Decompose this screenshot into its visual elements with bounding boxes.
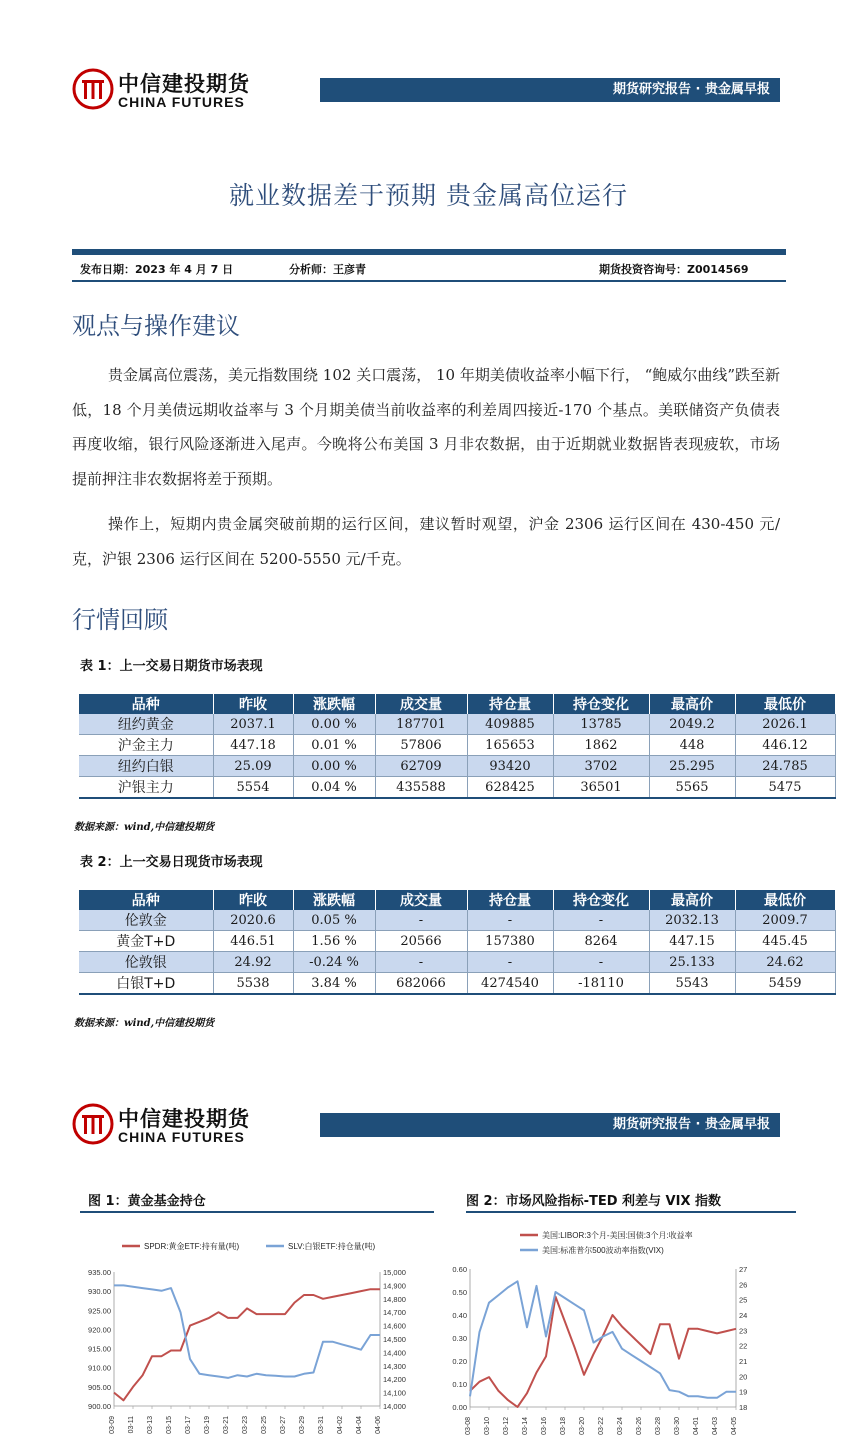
table-cell: - xyxy=(467,952,553,973)
column-header: 昨收 xyxy=(213,890,293,910)
table-cell: 5475 xyxy=(735,777,835,799)
table1-source: 数据来源：wind,中信建投期货 xyxy=(74,822,215,833)
y-tick-label-right: 14,000 xyxy=(383,1402,406,1411)
table-cell: 纽约黄金 xyxy=(79,714,213,735)
table-cell: - xyxy=(467,910,553,931)
logo xyxy=(72,1101,272,1151)
y-tick-label-right: 14,300 xyxy=(383,1361,406,1371)
spot-table xyxy=(79,890,836,995)
x-tick-label: 04-06 xyxy=(375,1416,382,1434)
column-header: 持仓量 xyxy=(467,694,553,714)
legend-label: SLV:白银ETF:持仓量(吨) xyxy=(288,1242,376,1251)
table-cell: 682066 xyxy=(375,973,467,995)
table-cell: 447.18 xyxy=(213,735,293,756)
y-tick-label-right: 14,600 xyxy=(383,1321,406,1331)
x-tick-label: 03-11 xyxy=(128,1416,135,1434)
x-tick-label: 03-25 xyxy=(261,1416,268,1434)
meta-rule-bottom xyxy=(72,280,786,282)
y-tick-label-right: 20 xyxy=(739,1372,748,1382)
y-tick-label-right: 14,100 xyxy=(383,1388,406,1398)
y-tick-label-right: 27 xyxy=(739,1265,748,1274)
x-tick-label: 03-24 xyxy=(617,1417,624,1435)
paragraph-market-view: 贵金属高位震荡，美元指数围绕 102 关口震荡， 10 年期美债收益率小幅下行， “鲍威尔曲线”跌至新低，18 个月美债远期收益率与 3 个月期美债当前收益率的利差周四接近-170 个基点。美联储资产负债表再度收缩，银行风险逐渐进入尾声。今晚将公布美国 3 月非农数据，由于近期就业数据皆表现疲软，市场提前押注非农数据将差于预期。 xyxy=(72,366,780,488)
y-tick-label-right: 14,400 xyxy=(383,1348,406,1358)
table-cell: 沪银主力 xyxy=(79,777,213,799)
section-heading-review: 行情回顾 xyxy=(72,606,168,634)
table-cell: - xyxy=(553,910,649,931)
table-cell: 0.01 % xyxy=(293,735,375,756)
y-tick-label-left: 0.20 xyxy=(452,1357,467,1366)
table-header-row xyxy=(79,694,835,714)
figure1-rule xyxy=(80,1211,434,1213)
table-cell: -0.24 % xyxy=(293,952,375,973)
logo-cn-text: 中信建投期货 xyxy=(118,1107,250,1131)
table-cell: 448 xyxy=(649,735,735,756)
ted-vix-chart xyxy=(436,1226,776,1445)
y-tick-label-left: 930.00 xyxy=(88,1287,111,1297)
x-tick-label: 03-19 xyxy=(204,1416,211,1434)
table-cell: 445.45 xyxy=(735,931,835,952)
y-tick-label-left: 910.00 xyxy=(88,1363,111,1373)
legend-label: SPDR:黄金ETF:持有量(吨) xyxy=(144,1242,240,1251)
y-tick-label-left: 920.00 xyxy=(88,1325,111,1335)
table-cell: 0.00 % xyxy=(293,756,375,777)
page2-header xyxy=(0,1101,857,1161)
table-cell: 纽约白银 xyxy=(79,756,213,777)
table-cell: 446.51 xyxy=(213,931,293,952)
x-tick-label: 03-10 xyxy=(484,1417,491,1435)
table2-source: 数据来源：wind,中信建投期货 xyxy=(74,1018,215,1029)
table-cell: 3702 xyxy=(553,756,649,777)
y-tick-label-right: 14,800 xyxy=(383,1294,406,1304)
table-cell: 2026.1 xyxy=(735,714,835,735)
table-cell: 187701 xyxy=(375,714,467,735)
y-tick-label-right: 15,000 xyxy=(383,1268,406,1277)
table-cell: - xyxy=(375,910,467,931)
table1-caption: 表 1：上一交易日期货市场表现 xyxy=(80,659,263,674)
column-header: 持仓变化 xyxy=(553,890,649,910)
table-row xyxy=(79,714,835,735)
series-line xyxy=(470,1297,736,1407)
y-tick-label-right: 14,900 xyxy=(383,1281,406,1291)
report-type-bar: 期货研究报告 · 贵金属早报 xyxy=(320,78,780,102)
x-tick-label: 03-09 xyxy=(109,1416,116,1434)
table-cell: 447.15 xyxy=(649,931,735,952)
y-tick-label-right: 24 xyxy=(739,1311,748,1320)
x-tick-label: 03-13 xyxy=(147,1416,154,1434)
x-tick-label: 03-31 xyxy=(318,1416,325,1434)
logo xyxy=(72,66,272,116)
x-tick-label: 03-12 xyxy=(503,1417,510,1435)
table2-caption: 表 2：上一交易日现货市场表现 xyxy=(80,855,263,870)
table-row xyxy=(79,952,835,973)
y-tick-label-right: 14,700 xyxy=(383,1308,406,1318)
page-header xyxy=(0,66,857,126)
y-tick-label-left: 0.40 xyxy=(452,1311,467,1320)
table-row xyxy=(79,973,835,995)
table-cell: 25.133 xyxy=(649,952,735,973)
license-number: 期货投资咨询号：Z0014569 xyxy=(599,263,749,276)
y-tick-label-right: 25 xyxy=(739,1295,748,1305)
y-tick-label-left: 0.30 xyxy=(452,1334,467,1343)
logo-mark-icon xyxy=(72,68,114,110)
table-cell: 5459 xyxy=(735,973,835,995)
table-cell: 25.295 xyxy=(649,756,735,777)
x-tick-label: 04-03 xyxy=(712,1417,719,1435)
x-tick-label: 04-04 xyxy=(356,1416,363,1434)
y-tick-label-right: 26 xyxy=(739,1280,748,1290)
analyst: 分析师：王彦青 xyxy=(289,263,366,276)
publish-date: 发布日期：2023 年 4 月 7 日 xyxy=(80,263,234,276)
series-line xyxy=(470,1281,736,1398)
report-title: 就业数据差于预期 贵金属高位运行 xyxy=(229,181,628,210)
y-tick-label-right: 21 xyxy=(739,1357,748,1366)
table-cell: - xyxy=(553,952,649,973)
table-cell: 黄金T+D xyxy=(79,931,213,952)
y-tick-label-right: 22 xyxy=(739,1341,748,1351)
column-header: 持仓变化 xyxy=(553,694,649,714)
table-cell: 0.00 % xyxy=(293,714,375,735)
figure1-caption: 图 1：黄金基金持仓 xyxy=(88,1194,206,1209)
section-heading-views: 观点与操作建议 xyxy=(72,312,240,340)
futures-table xyxy=(79,694,836,799)
table-cell: 57806 xyxy=(375,735,467,756)
table-row xyxy=(79,777,835,799)
x-tick-label: 03-23 xyxy=(242,1416,249,1434)
column-header: 最高价 xyxy=(649,694,735,714)
column-header: 品种 xyxy=(79,694,213,714)
column-header: 涨跌幅 xyxy=(293,694,375,714)
table-row xyxy=(79,910,835,931)
table-cell: 8264 xyxy=(553,931,649,952)
table-cell: 2020.6 xyxy=(213,910,293,931)
x-tick-label: 03-20 xyxy=(579,1417,586,1435)
legend-label: 美国:LIBOR:3个月-美国:国债:3个月:收益率 xyxy=(542,1231,693,1240)
table-cell: 2037.1 xyxy=(213,714,293,735)
table-row xyxy=(79,931,835,952)
column-header: 最低价 xyxy=(735,890,835,910)
x-tick-label: 03-28 xyxy=(655,1417,662,1435)
table-cell: 24.92 xyxy=(213,952,293,973)
y-tick-label-left: 915.00 xyxy=(88,1344,111,1354)
table-cell: 62709 xyxy=(375,756,467,777)
table-cell: 1.56 % xyxy=(293,931,375,952)
table-row xyxy=(79,735,835,756)
table-cell: 24.62 xyxy=(735,952,835,973)
y-tick-label-left: 0.50 xyxy=(452,1288,467,1297)
logo-cn-text: 中信建投期货 xyxy=(118,72,250,96)
table-cell: - xyxy=(375,952,467,973)
table-cell: 3.84 % xyxy=(293,973,375,995)
table-cell: 93420 xyxy=(467,756,553,777)
table-cell: 446.12 xyxy=(735,735,835,756)
table-cell: 13785 xyxy=(553,714,649,735)
report-type-bar: 期货研究报告 · 贵金属早报 xyxy=(320,1113,780,1137)
column-header: 最低价 xyxy=(735,694,835,714)
x-tick-label: 03-15 xyxy=(166,1416,173,1434)
table-cell: 5538 xyxy=(213,973,293,995)
table-cell: 0.05 % xyxy=(293,910,375,931)
x-tick-label: 03-08 xyxy=(465,1417,472,1435)
y-tick-label-right: 14,500 xyxy=(383,1335,406,1344)
table-cell: 1862 xyxy=(553,735,649,756)
table-cell: 165653 xyxy=(467,735,553,756)
y-tick-label-right: 23 xyxy=(739,1326,748,1336)
x-tick-label: 03-29 xyxy=(299,1416,306,1434)
x-tick-label: 03-16 xyxy=(541,1417,548,1435)
column-header: 品种 xyxy=(79,890,213,910)
x-tick-label: 03-27 xyxy=(280,1416,287,1434)
table-cell: 157380 xyxy=(467,931,553,952)
table-cell: 4274540 xyxy=(467,973,553,995)
y-tick-label-right: 14,200 xyxy=(383,1375,406,1385)
table-cell: 20566 xyxy=(375,931,467,952)
x-tick-label: 03-26 xyxy=(636,1417,643,1435)
x-tick-label: 03-14 xyxy=(522,1417,529,1435)
table-cell: 5554 xyxy=(213,777,293,799)
table-cell: 2009.7 xyxy=(735,910,835,931)
x-tick-label: 04-05 xyxy=(731,1417,738,1435)
meta-rule-top xyxy=(72,249,786,255)
legend-label: 美国:标准普尔500波动率指数(VIX) xyxy=(542,1246,664,1255)
gold-etf-holdings-chart xyxy=(80,1230,434,1445)
column-header: 昨收 xyxy=(213,694,293,714)
table-cell: 2049.2 xyxy=(649,714,735,735)
y-tick-label-left: 925.00 xyxy=(88,1306,111,1316)
table-cell: 伦敦银 xyxy=(79,952,213,973)
column-header: 涨跌幅 xyxy=(293,890,375,910)
y-tick-label-left: 0.00 xyxy=(452,1403,467,1412)
y-tick-label-left: 0.10 xyxy=(452,1380,467,1389)
logo-mark-icon xyxy=(72,1103,114,1145)
column-header: 成交量 xyxy=(375,890,467,910)
figure2-caption: 图 2：市场风险指标-TED 利差与 VIX 指数 xyxy=(466,1194,722,1209)
y-tick-label-left: 905.00 xyxy=(88,1382,111,1392)
table-row xyxy=(79,756,835,777)
column-header: 持仓量 xyxy=(467,890,553,910)
x-tick-label: 03-18 xyxy=(560,1417,567,1435)
logo-en-text: CHINA FUTURES xyxy=(118,94,245,110)
x-tick-label: 04-01 xyxy=(693,1417,700,1435)
table-cell: 白银T+D xyxy=(79,973,213,995)
table-cell: 435588 xyxy=(375,777,467,799)
table-cell: 2032.13 xyxy=(649,910,735,931)
paragraph-trading-advice: 操作上，短期内贵金属突破前期的运行区间，建议暂时观望，沪金 2306 运行区间在 430-450 元/克，沪银 2306 运行区间在 5200-5550 元/千克。 xyxy=(72,515,780,568)
y-tick-label-right: 18 xyxy=(739,1403,748,1412)
x-tick-label: 04-02 xyxy=(337,1416,344,1434)
table-cell: 25.09 xyxy=(213,756,293,777)
y-tick-label-left: 900.00 xyxy=(88,1402,111,1411)
table-cell: 0.04 % xyxy=(293,777,375,799)
logo-en-text: CHINA FUTURES xyxy=(118,1129,245,1145)
table-cell: 伦敦金 xyxy=(79,910,213,931)
table-cell: 36501 xyxy=(553,777,649,799)
x-tick-label: 03-21 xyxy=(223,1416,230,1434)
y-tick-label-left: 935.00 xyxy=(88,1268,111,1277)
series-line xyxy=(114,1285,380,1378)
column-header: 成交量 xyxy=(375,694,467,714)
x-tick-label: 03-22 xyxy=(598,1417,605,1435)
x-tick-label: 03-30 xyxy=(674,1417,681,1435)
figure2-rule xyxy=(466,1211,796,1213)
table-cell: 628425 xyxy=(467,777,553,799)
table-cell: 5543 xyxy=(649,973,735,995)
table-cell: 409885 xyxy=(467,714,553,735)
table-cell: 沪金主力 xyxy=(79,735,213,756)
y-tick-label-right: 19 xyxy=(739,1387,748,1397)
table-header-row xyxy=(79,890,835,910)
table-cell: -18110 xyxy=(553,973,649,995)
table-cell: 24.785 xyxy=(735,756,835,777)
table-cell: 5565 xyxy=(649,777,735,799)
column-header: 最高价 xyxy=(649,890,735,910)
y-tick-label-left: 0.60 xyxy=(452,1265,467,1274)
x-tick-label: 03-17 xyxy=(185,1416,192,1434)
